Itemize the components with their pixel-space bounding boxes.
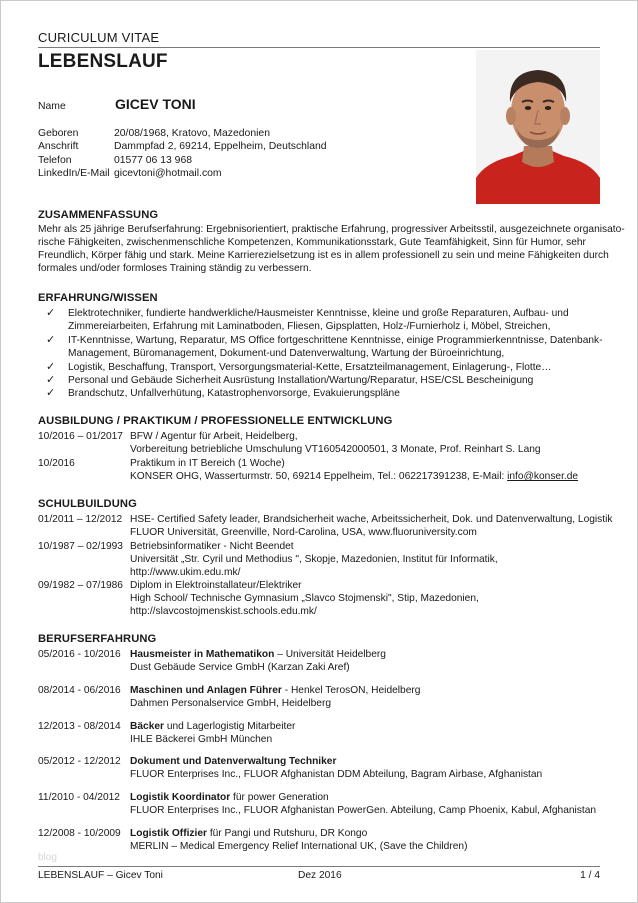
summary-line: Freundlich, Körper fähig und stark. Meine Karrierezielsetzung ist es in allem professionell zu sein und meine Fähigkeiten durch	[38, 250, 609, 261]
entry-line	[130, 470, 578, 483]
address-row	[38, 141, 327, 152]
entry-details	[130, 579, 479, 618]
job-title: Hausmeister in Mathematikon	[130, 649, 275, 660]
skill-line: Personal und Gebäude Sicherheit Ausrüstung Installation/Wartung/Reparatur, HSE/CSL Bescheinigung	[68, 375, 534, 386]
entry-date: 05/2012 - 12/2012	[38, 756, 121, 767]
email-row	[38, 168, 222, 179]
entry-date: 09/1982 – 07/1986	[38, 580, 123, 591]
portrait-photo	[476, 50, 600, 204]
birth-label: Geboren	[38, 128, 79, 139]
summary-line: rische Fähigkeiten, zwischenmenschliche Kompetenzen, Kommunikationsstark, Gute Teamfähigkeit, Sinn für Humor, sehr	[38, 237, 586, 248]
checkmark-icon: ✓	[46, 307, 56, 319]
name-label: Name	[38, 101, 66, 112]
job-title-rest: für power Generation	[230, 792, 329, 803]
job-title-rest: für Pangi und Rutshuru, DR Kongo	[206, 828, 368, 839]
summary-line: Mehr als 25 jährige Berufserfahrung: Ergebnisorientiert, praktische Erfahrung, progressiver Arbeitsstil, ausgezeichnete organisato-	[38, 224, 625, 235]
skill-line: Logistik, Beschaffung, Transport, Versorgungsmaterial-Kette, Ersatzteilmanagement, Einlagerung-, Flotte…	[68, 362, 552, 373]
skill-text	[68, 334, 603, 360]
school-heading: SCHULBUILDUNG	[38, 498, 137, 510]
university-url[interactable]: http://www.ukim.edu.mk/	[130, 567, 241, 578]
entry-date: 12/2008 - 10/2009	[38, 828, 121, 839]
job-title-rest: - Henkel TerosON, Heidelberg	[281, 685, 421, 696]
entry-details	[130, 684, 420, 710]
entry-line: Vorbereitung betriebliche Umschulung VT160542000501, 3 Monate, Prof. Reinhart S. Lang	[130, 444, 541, 455]
entry-date: 10/2016 – 01/2017	[38, 431, 123, 442]
skill-line: Zimmereiarbeiten, Erfahrung mit Laminatboden, Fliesen, Gipsplatten, Holz-/Furnierholz i, Möbel, Streichen,	[68, 321, 551, 332]
footer-divider	[38, 866, 600, 867]
training-heading: AUSBILDUNG / PRAKTIKUM / PROFESSIONELLE ENTWICKLUNG	[38, 415, 393, 427]
job-title: Maschinen und Anlagen Führer	[130, 685, 282, 696]
address-value: Dammpfad 2, 69214, Eppelheim, Deutschland	[114, 141, 327, 152]
job-title-line	[130, 791, 596, 804]
entry-line: High School/ Technische Gymnasium „Slavco Stojmenski", Stip, Mazedonien,	[130, 593, 479, 604]
top-divider	[38, 47, 600, 48]
job-title-line	[130, 827, 467, 840]
entry-date: 12/2013 - 08/2014	[38, 721, 121, 732]
summary-line: formales und/oder formloses Training ständig zu verbessern.	[38, 263, 312, 274]
job-title-line	[130, 755, 542, 768]
company-line: Dust Gebäude Service GmbH (Karzan Zaki Aref)	[130, 662, 350, 673]
company-line: MERLIN – Medical Emergency Relief International UK, (Save the Children)	[130, 841, 468, 852]
person-name: GICEV TONI	[115, 96, 196, 112]
footer-date: Dez 2016	[298, 870, 342, 881]
checkmark-icon: ✓	[46, 374, 56, 386]
entry-details	[130, 513, 612, 539]
footer-left: LEBENSLAUF – Gicev Toni	[38, 870, 163, 881]
summary-paragraph	[38, 223, 625, 275]
work-heading: BERUFSERFAHRUNG	[38, 633, 157, 645]
job-title: Bäcker	[130, 721, 164, 732]
skill-line: Elektrotechniker, fundierte handwerkliche/Hausmeister Kenntnisse, kleine und große Reparaturen, Aufbau- und	[68, 308, 569, 319]
job-title: Dokument und Datenverwaltung Techniker	[130, 756, 337, 767]
portrait-illustration	[476, 50, 600, 204]
watermark: blog	[38, 852, 57, 863]
entry-date: 05/2016 - 10/2016	[38, 649, 121, 660]
phone-value: 01577 06 13 968	[114, 155, 193, 166]
entry-date: 08/2014 - 06/2016	[38, 685, 121, 696]
company-line: FLUOR Enterprises Inc., FLUOR Afghanistan DDM Abteilung, Bagram Airbase, Afghanistan	[130, 769, 543, 780]
job-title-rest: – Universität Heidelberg	[274, 649, 386, 660]
email-link[interactable]: info@konser.de	[507, 471, 579, 482]
entry-date: 10/2016	[38, 458, 75, 469]
checkmark-icon: ✓	[46, 361, 56, 373]
entry-line-text: KONSER OHG, Wasserturmstr. 50, 69214 Eppelheim, Tel.: 062217391238, E-Mail:	[130, 471, 508, 482]
job-title-line	[130, 648, 386, 661]
entry-details	[130, 755, 542, 781]
phone-label: Telefon	[38, 155, 72, 166]
entry-line: Universität „Str. Cyril und Methodius ", Skopje, Mazedonien, Institut für Informatik,	[130, 554, 498, 565]
email-value[interactable]: gicevtoni@hotmail.com	[114, 168, 222, 179]
skill-line: Brandschutz, Unfallverhütung, Katastrophenvorsorge, Evakuierungspläne	[68, 388, 400, 399]
skill-text	[68, 307, 569, 333]
entry-line: Betriebsinformatiker - Nicht Beendet	[130, 541, 294, 552]
job-title: Logistik Koordinator	[130, 792, 231, 803]
job-title-line	[130, 720, 295, 733]
entry-date: 01/2011 – 12/2012	[38, 514, 123, 525]
entry-details	[130, 430, 541, 456]
company-line: IHLE Bäckerei GmbH München	[130, 734, 273, 745]
school-url[interactable]: http://slavcostojmenskist.schools.edu.mk/	[130, 606, 317, 617]
page-title: LEBENSLAUF	[38, 51, 168, 72]
phone-row	[38, 155, 192, 166]
entry-details	[130, 457, 578, 483]
birth-value: 20/08/1968, Kratovo, Mazedonien	[114, 128, 270, 139]
entry-line: BFW / Agentur für Arbeit, Heidelberg,	[130, 431, 298, 442]
job-title-line	[130, 684, 420, 697]
job-title-rest: und Lagerlogistig Mitarbeiter	[164, 721, 296, 732]
summary-heading: ZUSAMMENFASSUNG	[38, 209, 159, 221]
entry-line: Praktikum in IT Bereich (1 Woche)	[130, 458, 285, 469]
entry-date: 10/1987 – 02/1993	[38, 541, 123, 552]
skill-line: Management, Büromanagement, Dokument-und Datenverwaltung, Wartung der Büroeinrichtung,	[68, 348, 505, 359]
entry-details	[130, 720, 295, 746]
entry-details	[130, 540, 498, 579]
entry-details	[130, 791, 596, 817]
entry-date: 11/2010 - 04/2012	[38, 792, 120, 803]
company-line: FLUOR Enterprises Inc., FLUOR Afghanistan PowerGen. Abteilung, Camp Phoenix, Kabul, Afghanistan	[130, 805, 597, 816]
checkmark-icon: ✓	[46, 387, 56, 399]
skill-line: IT-Kenntnisse, Wartung, Reparatur, MS Office fortgeschrittene Kenntnisse, einige Programmierkenntnisse, Datenbank-	[68, 335, 603, 346]
email-label: LinkedIn/E-Mail	[38, 168, 110, 179]
address-label: Anschrift	[38, 141, 79, 152]
entry-details	[130, 648, 386, 674]
checkmark-icon: ✓	[46, 334, 56, 346]
entry-details	[130, 827, 467, 853]
entry-line: HSE- Certified Safety leader, Brandsicherheit wache, Arbeitssicherheit, Dok. und Datenverwaltung, Logistik	[130, 514, 613, 525]
job-title: Logistik Offizier	[130, 828, 207, 839]
page-number: 1 / 4	[580, 870, 600, 881]
entry-line: FLUOR Universität, Greenville, Nord-Carolina, USA, www.fluoruniversity.com	[130, 527, 477, 538]
document-type-label: CURICULUM VITAE	[38, 30, 160, 45]
company-line: Dahmen Personalservice GmbH, Heidelberg	[130, 698, 332, 709]
skills-heading: ERFAHRUNG/WISSEN	[38, 292, 158, 304]
birth-row	[38, 128, 270, 139]
entry-line: Diplom in Elektroinstallateur/Elektriker	[130, 580, 302, 591]
